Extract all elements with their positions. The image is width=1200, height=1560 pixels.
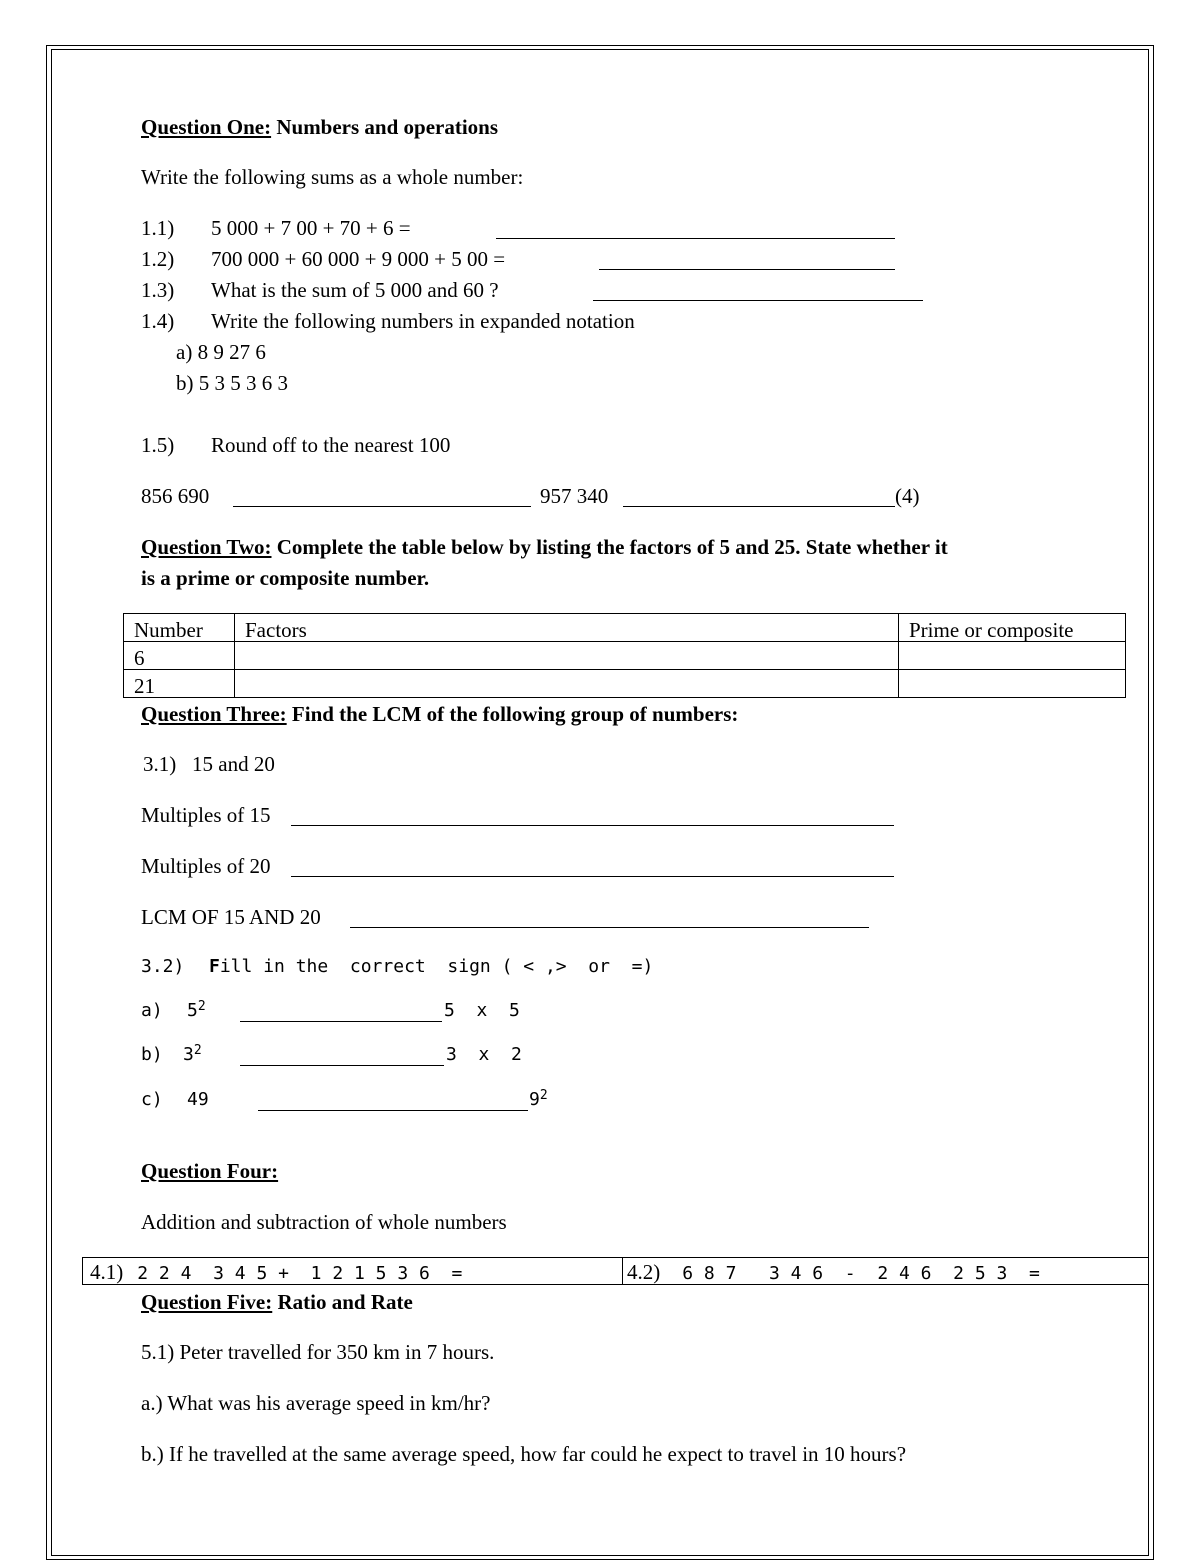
table-header-row — [124, 614, 1126, 642]
q1-round-text: Round off to the nearest 100 — [211, 433, 451, 457]
answer-line-round-a[interactable] — [233, 506, 531, 507]
answer-line-3-2-a[interactable] — [240, 1021, 442, 1022]
table-row — [124, 642, 1126, 670]
q3-heading: Question Three: — [141, 702, 287, 726]
answer-line-multiples-20[interactable] — [291, 876, 894, 877]
q3-c-exp: 2 — [539, 1088, 548, 1103]
q5-heading: Question Five: — [141, 1290, 273, 1314]
table-cell-factors[interactable] — [235, 642, 899, 670]
q2-title: Complete the table below by listing the factors of 5 and 25. State whether it — [271, 535, 948, 559]
q1-sub-a: a) 8 9 27 6 — [176, 340, 266, 364]
q1-item-3-num: 1.3) — [141, 278, 175, 302]
q4-heading: Question Four: — [141, 1159, 279, 1183]
q3-multiples-20: Multiples of 20 — [141, 854, 271, 878]
q4-cell-2 — [627, 1262, 1040, 1283]
q1-marks: (4) — [895, 484, 920, 508]
q3-c-left: 49 — [187, 1089, 209, 1110]
table-row — [124, 670, 1126, 698]
q1-sub-b: b) 5 3 5 3 6 3 — [176, 371, 288, 395]
q1-item-2-num: 1.2) — [141, 247, 175, 271]
table-cell-number: 6 — [124, 642, 235, 670]
q3-title: Find the LCM of the following group of numbers: — [286, 702, 739, 726]
q2-title-2: is a prime or composite number. — [141, 566, 430, 590]
q4-cell-1 — [90, 1262, 462, 1283]
q3-c-base: 9 — [529, 1089, 540, 1110]
q3-b-base: 3 — [183, 1044, 194, 1065]
q1-instruction: Write the following sums as a whole number: — [141, 165, 524, 189]
q1-round-b: 957 340 — [540, 484, 609, 508]
q1-heading-line — [141, 117, 498, 138]
q3-a-base: 5 — [187, 1000, 198, 1021]
q4-box-divider — [622, 1257, 623, 1285]
q1-item-3-text: What is the sum of 5 000 and 60 ? — [211, 278, 499, 302]
q5-title: Ratio and Rate — [272, 1290, 413, 1314]
q4-subtitle: Addition and subtraction of whole numbers — [141, 1210, 507, 1234]
q3-a-right: 5 x 5 — [444, 1000, 520, 1021]
q2-heading-line — [141, 537, 948, 558]
q2-heading: Question Two: — [141, 535, 272, 559]
answer-line-1-2[interactable] — [599, 269, 895, 270]
q3-b-expr — [183, 1043, 202, 1065]
q1-item-2-text: 700 000 + 60 000 + 9 000 + 5 00 = — [211, 247, 506, 271]
q5-b: b.) If he travelled at the same average speed, how far could he expect to travel in 10 hours? — [141, 1442, 907, 1466]
q1-item-1-text: 5 000 + 7 00 + 70 + 6 = — [211, 216, 411, 240]
answer-line-multiples-15[interactable] — [291, 825, 894, 826]
q1-item-1-num: 1.1) — [141, 216, 175, 240]
q1-round-a: 856 690 — [141, 484, 210, 508]
q3-lcm: LCM OF 15 AND 20 — [141, 905, 321, 929]
q4-cell-1-text: 2 2 4 3 4 5 + 1 2 1 5 3 6 = — [137, 1263, 463, 1284]
answer-line-round-b[interactable] — [623, 506, 895, 507]
q1-item-4-num: 1.4) — [141, 309, 175, 333]
q1-title: Numbers and operations — [271, 115, 499, 139]
q3-item-1: 3.1) 15 and 20 — [143, 752, 275, 776]
factors-table — [123, 613, 1126, 698]
q5-a: a.) What was his average speed in km/hr? — [141, 1391, 491, 1415]
table-header-number: Number — [124, 614, 235, 642]
q3-item-2-num: 3.2) — [141, 956, 185, 977]
answer-line-1-1[interactable] — [496, 238, 895, 239]
q3-c-expr — [529, 1088, 548, 1110]
q4-cell-2-num: 4.2) — [627, 1260, 661, 1284]
q3-item-2-text: Fill in the correct sign ( < ,> or =) — [209, 956, 654, 977]
q3-a-exp: 2 — [197, 999, 206, 1014]
q3-b-exp: 2 — [193, 1043, 202, 1058]
q4-cell-1-num: 4.1) — [90, 1260, 124, 1284]
answer-line-3-2-c[interactable] — [258, 1110, 528, 1111]
q3-heading-line — [141, 704, 738, 725]
q1-heading: Question One: — [141, 115, 272, 139]
answer-line-lcm[interactable] — [350, 927, 869, 928]
q4-cell-2-text: 6 8 7 3 4 6 - 2 4 6 2 5 3 = — [682, 1263, 1040, 1284]
q3-multiples-15: Multiples of 15 — [141, 803, 271, 827]
table-header-factors: Factors — [235, 614, 899, 642]
q3-item-2-label: ill in the correct sign ( < ,> or =) — [219, 956, 654, 977]
q3-b-right: 3 x 2 — [446, 1044, 522, 1065]
q5-heading-line — [141, 1292, 413, 1313]
q1-item-4-text: Write the following numbers in expanded notation — [211, 309, 635, 333]
q1-round-num: 1.5) — [141, 433, 175, 457]
table-cell-factors[interactable] — [235, 670, 899, 698]
table-cell-number: 21 — [124, 670, 235, 698]
q3-c-label: c) — [141, 1089, 163, 1110]
table-cell-prime[interactable] — [899, 670, 1126, 698]
q3-a-expr — [187, 999, 206, 1021]
answer-line-1-3[interactable] — [593, 300, 923, 301]
answer-line-3-2-b[interactable] — [240, 1065, 444, 1066]
table-header-prime: Prime or composite — [899, 614, 1126, 642]
q3-a-label: a) — [141, 1000, 163, 1021]
table-cell-prime[interactable] — [899, 642, 1126, 670]
q3-b-label: b) — [141, 1044, 163, 1065]
q5-item-1: 5.1) Peter travelled for 350 km in 7 hours. — [141, 1340, 495, 1364]
